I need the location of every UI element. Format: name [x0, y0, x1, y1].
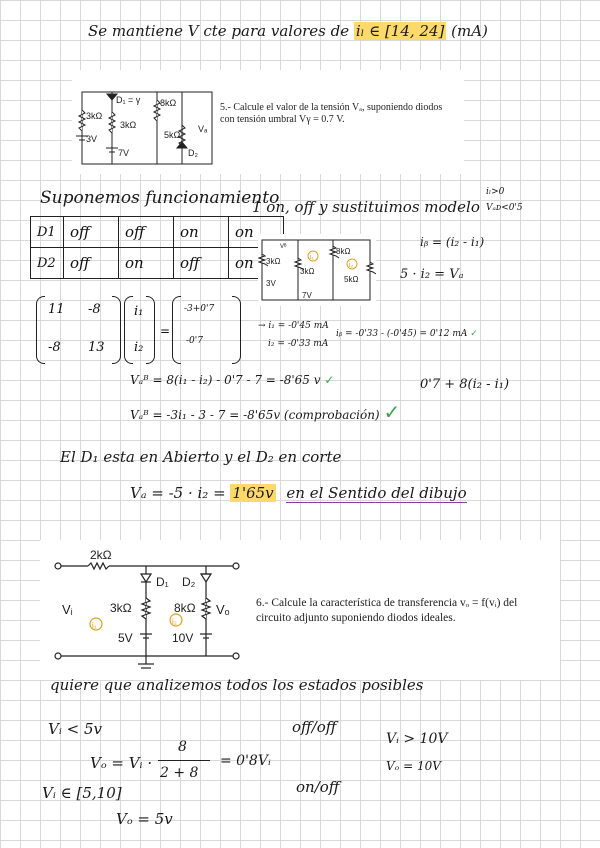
problem-5-card: [72, 70, 464, 174]
svg-text:5kΩ: 5kΩ: [344, 275, 359, 284]
vab-equation: Vₐᴮ = 8(i₁ - i₂) - 0'7 - 7 = -8'65 v ✓: [130, 373, 335, 387]
svg-text:3kΩ: 3kΩ: [110, 601, 132, 615]
svg-text:D₁: D₁: [156, 575, 169, 589]
conclusion: El D₁ esta en Abierto y el D₂ en corte: [60, 448, 342, 466]
case3-vo: Vₒ = 5v: [116, 810, 173, 828]
case3-state: on/off: [296, 778, 340, 796]
rhs-expression: 0'7 + 8(i₂ - i₁): [420, 377, 510, 392]
case1-state: off/off: [292, 718, 337, 736]
ib-equation: iᵦ = (i₂ - i₁): [420, 235, 485, 249]
case1-fraction-den: 2 + 8: [160, 765, 199, 781]
label-va: Vₐ: [198, 124, 208, 134]
state-table: [30, 216, 284, 279]
svg-text:i₁: i₁: [92, 621, 97, 630]
svg-text:3kΩ: 3kΩ: [300, 267, 315, 276]
svg-text:3V: 3V: [266, 279, 276, 288]
mini-circuit: [258, 234, 376, 306]
case1-result: = 0'8Vᵢ: [220, 753, 271, 769]
svg-text:2kΩ: 2kΩ: [90, 548, 112, 562]
svg-text:3kΩ: 3kΩ: [266, 257, 281, 266]
svg-text:D₂: D₂: [182, 575, 196, 589]
case3-condition: Vᵢ ∈ [5,10]: [42, 784, 122, 802]
svg-text:7V: 7V: [302, 291, 312, 300]
matrix-equation: 11 -8 -8 13 i₁ i₂ = -3+0'7 -0'7: [36, 296, 250, 364]
case-note: 1 on, off y sustituimos modelo: [252, 198, 480, 216]
vab-check: Vₐᴮ = -3i₁ - 3 - 7 = -8'65v (comprobación) ✓: [130, 400, 401, 424]
table-row: D2 off on off on: [31, 248, 284, 279]
highlight-range: iₗ ∈ [14, 24]: [355, 22, 445, 40]
svg-text:i₂: i₂: [172, 617, 177, 626]
case2-condition: Vᵢ > 10V: [386, 731, 448, 747]
svg-text:8kΩ: 8kΩ: [336, 247, 351, 256]
case2-vo: Vₒ = 10V: [386, 759, 441, 773]
svg-text:10V: 10V: [172, 631, 194, 645]
check-icon: ✓: [324, 373, 335, 387]
mini-circuit-card: [258, 234, 376, 306]
case1-fraction-num: 8: [178, 739, 187, 755]
fraction-bar: [158, 760, 210, 761]
solution-i1: → i₁ = -0'45 mA: [258, 321, 329, 331]
problem-5-text: 5.- Calcule el valor de la tensión Vₐ, suponiendo diodos con tensión umbral Vγ = 0.7 V.: [220, 102, 443, 125]
condition-bottom: Vₐᴅ<0'5: [486, 203, 523, 213]
case1-vo: Vₒ = Vᵢ ·: [90, 754, 153, 772]
label-3k-a: 3kΩ: [86, 111, 103, 121]
condition-top: iₗ>0: [486, 187, 505, 197]
problem-6-text: 6.- Calcule la característica de transferencia vₒ = f(vᵢ) del circuito adjunto suponiendo diodos ideales.: [256, 597, 518, 624]
svg-text:i₁: i₁: [310, 254, 314, 261]
ib-result: iᵦ = -0'33 - (-0'45) = 0'12 mA ✓: [336, 329, 478, 339]
label-d1: D₁ = γ: [116, 95, 141, 105]
analysis-note: quiere que analizemos todos los estados posibles: [50, 676, 424, 694]
check-icon: ✓: [470, 329, 478, 339]
problem-6-circuit: [40, 540, 250, 680]
label-3v: 3V: [86, 134, 98, 144]
svg-text:5V: 5V: [118, 631, 133, 645]
note-line-1: Se mantiene V cte para valores de iₗ ∈ [14, 24] (mA): [88, 22, 488, 40]
problem-5-circuit: [72, 70, 222, 174]
problem-6-card: [40, 540, 560, 680]
svg-text:Vₒ: Vₒ: [216, 602, 230, 617]
suponemos-heading: Suponemos funcionamiento: [40, 188, 280, 208]
label-8k: 8kΩ: [160, 98, 177, 108]
case1-condition: Vᵢ < 5v: [48, 720, 102, 738]
check-icon: ✓: [383, 400, 401, 424]
label-7v: 7V: [118, 148, 130, 158]
label-d2: D₂: [188, 148, 198, 158]
label-3k-b: 3kΩ: [120, 120, 137, 130]
va-final: Vₐ = -5 · i₂ = 1'65v en el Sentido del dibujo: [130, 484, 467, 502]
solution-i2: i₂ = -0'33 mA: [268, 339, 329, 349]
svg-text:i₂: i₂: [349, 262, 354, 269]
table-row: D1 off off on on: [31, 217, 284, 248]
svg-text:Vᴮ: Vᴮ: [280, 244, 287, 250]
svg-text:8kΩ: 8kΩ: [174, 601, 196, 615]
svg-text:Vᵢ: Vᵢ: [62, 602, 73, 617]
va-equation: 5 · i₂ = Vₐ: [400, 267, 464, 282]
label-5k: 5kΩ: [164, 130, 181, 140]
